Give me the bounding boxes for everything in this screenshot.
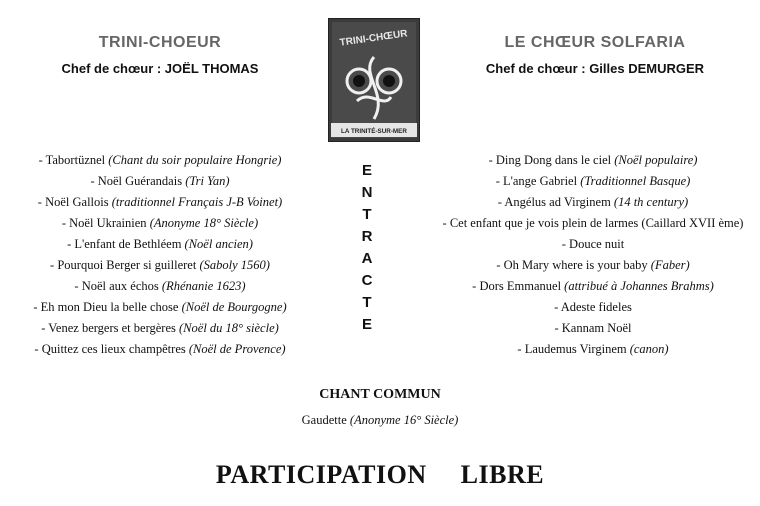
program-item: - Ding Dong dans le ciel (Noël populaire) [488,153,698,167]
choir-logo [328,18,420,142]
program-item: - L'enfant de Bethléem (Noël ancien) [67,237,253,251]
common-song-title: CHANT COMMUN [319,387,441,402]
program-item: - Pourquoi Berger si guilleret (Saboly 1560) [50,258,270,272]
program-item: - Noël Gallois (traditionnel Français J-B Voinet) [37,195,283,209]
program-item: - Kannam Noël [554,321,632,335]
logo-bottom-text: LA TRINITÉ-SUR-MER [341,128,407,135]
program-item: - Quittez ces lieux champêtres (Noël de Provence) [34,342,286,356]
program-item: - Noël aux échos (Rhénanie 1623) [74,279,246,293]
intermission-letter: E [361,162,372,179]
intermission-letter: N [361,184,373,201]
intermission-letter: E [361,316,372,333]
right-choir-conductor: Chef de chœur : Gilles DEMURGER [485,61,705,76]
intermission-letter: T [362,294,372,311]
program-item: - Cet enfant que je vois plein de larmes (Caillard XVII ème) [442,216,744,230]
program-item: - L'ange Gabriel (Traditionnel Basque) [495,174,691,188]
program-item: - Angélus ad Virginem (14 th century) [497,195,689,209]
program-item: - Noël Guérandais (Tri Yan) [90,174,230,188]
logo-top-text: TRINI-CHŒUR [339,28,409,49]
common-song-piece: Gaudette (Anonyme 16° Siècle) [301,413,459,427]
program-item: - Adeste fideles [554,300,632,314]
intermission-letter: A [361,250,373,267]
program-item: - Douce nuit [561,237,625,251]
intermission-letter: C [361,272,373,289]
intermission-vertical-text [350,160,384,336]
left-program-list [0,150,320,360]
right-program-list [428,150,758,360]
program-item: - Venez bergers et bergères (Noël du 18° siècle) [41,321,279,335]
program-item: - Oh Mary where is your baby (Faber) [496,258,690,272]
right-choir-name: LE CHŒUR SOLFARIA [504,34,686,51]
intermission-letter: R [361,228,373,245]
free-participation-footer: PARTICIPATION LIBRE [215,460,545,489]
left-choir-name: TRINI-CHOEUR [98,34,222,51]
program-item: - Laudemus Virginem (canon) [517,342,669,356]
program-item: - Noël Ukrainien (Anonyme 18° Siècle) [61,216,259,230]
intermission-letter: T [362,206,372,223]
program-item: - Eh mon Dieu la belle chose (Noël de Bourgogne) [33,300,287,314]
left-choir-conductor: Chef de chœur : JOËL THOMAS [61,61,259,76]
choir-logo-art [329,19,419,141]
program-item: - Tabortüznel (Chant du soir populaire Hongrie) [38,153,282,167]
program-item: - Dors Emmanuel (attribué à Johannes Brahms) [472,279,714,293]
